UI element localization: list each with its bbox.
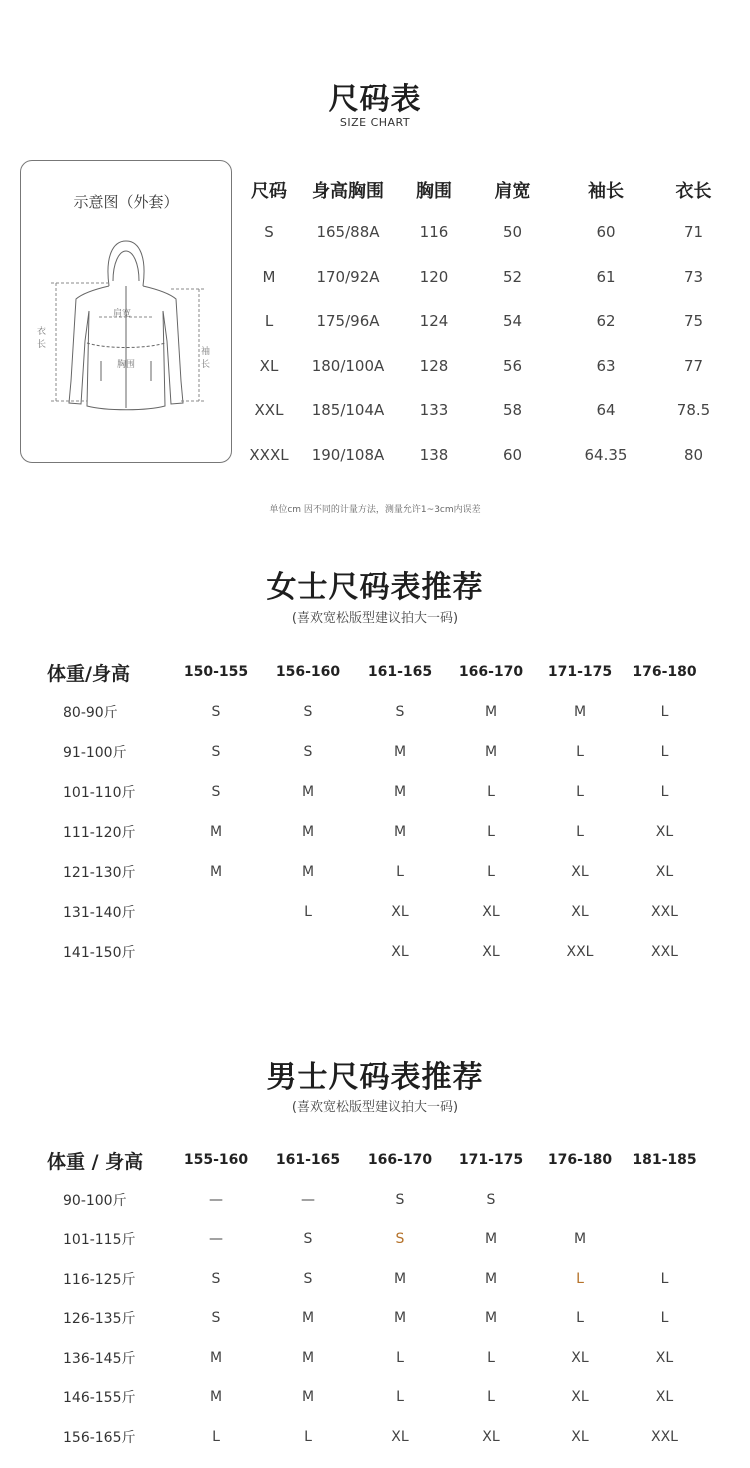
header-cell: 156-160 xyxy=(275,664,341,680)
row-label: 146-155斤 xyxy=(63,1390,136,1407)
table-cell: L xyxy=(660,1270,669,1287)
table-cell: M xyxy=(301,824,315,840)
table-cell: M xyxy=(393,784,407,800)
table-cell: L xyxy=(576,784,584,800)
table-cell xyxy=(262,932,354,972)
header-cell: 尺码 xyxy=(251,181,287,202)
table-cell: M xyxy=(209,824,223,840)
header-cell: 体重 / 身高 xyxy=(47,1150,144,1173)
women-table-header xyxy=(45,652,705,692)
men-table-header xyxy=(45,1140,705,1180)
table-cell: 50 xyxy=(502,223,523,242)
table-cell: M xyxy=(209,1389,223,1406)
men-table xyxy=(45,1140,705,1457)
table-cell: L xyxy=(576,744,584,760)
table-cell: S xyxy=(395,704,405,720)
table-cell: M xyxy=(301,864,315,880)
table-cell: L xyxy=(487,864,495,880)
table-cell xyxy=(170,892,262,932)
table-row xyxy=(45,852,705,892)
row-label: S xyxy=(264,223,274,242)
table-cell: L xyxy=(660,1310,669,1327)
table-cell: XL xyxy=(571,864,589,880)
row-label: 111-120斤 xyxy=(63,825,136,841)
table-row xyxy=(45,1180,705,1220)
table-cell: M xyxy=(484,1270,498,1287)
table-cell: S xyxy=(486,1191,496,1208)
table-cell: S xyxy=(211,744,221,760)
row-label: 80-90斤 xyxy=(63,705,118,721)
size-chart-title: 尺码表 xyxy=(328,82,422,117)
table-cell: 190/108A xyxy=(311,445,385,464)
length-label: 衣长 xyxy=(37,327,47,350)
men-subtitle: (喜欢宽松版型建议拍大一码) xyxy=(291,1100,459,1115)
table-cell: 180/100A xyxy=(311,356,385,375)
header-cell: 171-175 xyxy=(547,664,613,680)
table-cell: XL xyxy=(571,1428,589,1445)
table-cell: XL xyxy=(391,944,409,960)
table-cell: M xyxy=(301,1349,315,1366)
row-label: XL xyxy=(259,356,279,375)
table-cell: XL xyxy=(655,864,674,880)
table-row xyxy=(245,344,735,389)
header-cell: 袖长 xyxy=(588,181,624,202)
table-row xyxy=(45,692,705,732)
table-cell: 61 xyxy=(596,267,616,286)
table-cell: 185/104A xyxy=(311,401,385,420)
row-label: 101-110斤 xyxy=(63,785,136,801)
table-cell: — xyxy=(209,1191,223,1208)
table-cell: 80 xyxy=(683,445,704,464)
header-cell: 肩宽 xyxy=(494,181,531,202)
table-row xyxy=(45,732,705,772)
table-cell: L xyxy=(212,1428,220,1445)
table-cell: L xyxy=(576,824,584,840)
table-cell: XL xyxy=(482,1428,500,1445)
diagram-title: 示意图（外套） xyxy=(73,193,179,211)
chest-label: 胸围 xyxy=(117,360,136,370)
header-cell: 身高胸围 xyxy=(312,181,384,202)
table-row xyxy=(45,1378,705,1418)
table-cell: S xyxy=(211,1270,221,1287)
table-cell: L xyxy=(660,784,669,800)
row-label: M xyxy=(262,267,276,286)
jacket-illustration xyxy=(21,231,231,431)
table-cell: S xyxy=(303,704,313,720)
table-cell: XL xyxy=(391,1428,409,1445)
row-label: 91-100斤 xyxy=(63,745,127,761)
table-cell: L xyxy=(660,704,669,720)
table-cell: S xyxy=(303,1270,313,1287)
header-cell: 161-165 xyxy=(367,664,433,680)
header-cell: 166-170 xyxy=(458,664,524,680)
table-cell: L xyxy=(576,1270,584,1287)
table-cell: 54 xyxy=(502,312,523,331)
table-cell: M xyxy=(393,1310,407,1327)
header-cell: 176-180 xyxy=(547,1152,613,1168)
table-cell: 175/96A xyxy=(316,312,380,331)
table-row xyxy=(245,210,735,255)
women-table xyxy=(45,652,705,972)
header-cell: 155-160 xyxy=(183,1152,249,1168)
row-label: 136-145斤 xyxy=(63,1350,136,1367)
header-cell: 176-180 xyxy=(632,664,697,680)
table-cell: S xyxy=(303,1231,313,1248)
row-label: 101-115斤 xyxy=(63,1232,136,1249)
table-cell: S xyxy=(211,784,221,800)
size-chart-subtitle: SIZE CHART xyxy=(339,116,411,129)
table-cell: 60 xyxy=(502,445,523,464)
table-cell: 120 xyxy=(419,267,449,286)
row-label: L xyxy=(264,312,274,331)
table-cell: L xyxy=(576,1310,584,1327)
table-cell: 56 xyxy=(502,356,523,375)
table-row xyxy=(45,812,705,852)
table-cell: 71 xyxy=(683,223,704,242)
size-table-header xyxy=(245,170,735,210)
table-cell: M xyxy=(573,704,587,720)
women-subtitle: (喜欢宽松版型建议拍大一码) xyxy=(291,611,459,626)
table-cell: XXL xyxy=(651,904,678,920)
table-cell: XL xyxy=(571,1389,589,1406)
table-cell: L xyxy=(304,1428,312,1445)
sleeve-label: 袖长 xyxy=(201,347,211,370)
table-cell: M xyxy=(393,1270,407,1287)
table-cell: M xyxy=(209,864,223,880)
table-row xyxy=(245,255,735,300)
table-cell: M xyxy=(301,1389,315,1406)
table-cell: L xyxy=(660,744,669,760)
table-cell xyxy=(624,1180,705,1220)
table-cell: — xyxy=(209,1231,223,1248)
header-cell: 胸围 xyxy=(416,181,452,202)
table-cell: L xyxy=(396,1349,404,1366)
table-row xyxy=(45,1417,705,1457)
table-cell: — xyxy=(301,1191,315,1208)
table-row xyxy=(45,1259,705,1299)
table-cell: L xyxy=(487,1349,495,1366)
table-row xyxy=(45,772,705,812)
table-cell: M xyxy=(393,744,407,760)
table-cell: M xyxy=(573,1231,587,1248)
table-cell: S xyxy=(211,1310,221,1327)
table-cell: 64 xyxy=(596,401,616,420)
women-title: 女士尺码表推荐 xyxy=(266,570,484,605)
table-cell: 170/92A xyxy=(316,267,380,286)
table-row xyxy=(245,388,735,433)
table-cell: S xyxy=(395,1231,405,1248)
table-cell: XL xyxy=(655,1349,674,1366)
table-cell: 62 xyxy=(596,312,616,331)
table-cell: XL xyxy=(655,1389,674,1406)
row-label: 141-150斤 xyxy=(63,945,136,961)
table-cell: 77 xyxy=(683,356,704,375)
table-row xyxy=(45,1338,705,1378)
table-row xyxy=(45,1220,705,1260)
men-title: 男士尺码表推荐 xyxy=(266,1060,484,1095)
table-cell: M xyxy=(393,824,407,840)
table-cell: XXL xyxy=(651,944,678,960)
table-cell: XL xyxy=(655,824,674,840)
header-cell: 171-175 xyxy=(458,1152,524,1168)
table-cell xyxy=(170,932,262,972)
table-cell: M xyxy=(209,1349,223,1366)
row-label: 131-140斤 xyxy=(63,905,136,921)
table-cell: L xyxy=(396,1389,404,1406)
table-cell: 116 xyxy=(419,223,449,242)
row-label: 156-165斤 xyxy=(63,1429,136,1446)
table-cell: 165/88A xyxy=(316,223,380,242)
table-cell: S xyxy=(303,744,313,760)
table-cell: XXL xyxy=(566,944,594,960)
table-cell: M xyxy=(301,784,315,800)
shoulder-label: 肩宽 xyxy=(113,309,132,319)
header-cell: 体重/身高 xyxy=(47,662,130,685)
table-cell: XL xyxy=(482,904,500,920)
header-cell: 150-155 xyxy=(183,664,249,680)
row-label: 126-135斤 xyxy=(63,1311,136,1328)
table-cell: L xyxy=(304,904,312,920)
table-cell: 73 xyxy=(683,267,704,286)
header-cell: 181-185 xyxy=(632,1152,697,1168)
table-cell: 75 xyxy=(683,312,704,331)
garment-diagram xyxy=(20,160,232,463)
table-row xyxy=(45,932,705,972)
size-table xyxy=(245,170,735,477)
measurement-note: 单位cm 因不同的计量方法，测量允许1~3cm内误差 xyxy=(269,505,481,515)
header-cell: 161-165 xyxy=(275,1152,341,1168)
table-cell: 52 xyxy=(502,267,523,286)
table-cell: XL xyxy=(571,1349,589,1366)
table-cell: 64.35 xyxy=(584,445,628,464)
table-cell: L xyxy=(487,784,495,800)
table-cell xyxy=(536,1180,624,1220)
table-cell: S xyxy=(395,1191,405,1208)
table-cell: 124 xyxy=(419,312,449,331)
row-label: 121-130斤 xyxy=(63,865,136,881)
table-cell: L xyxy=(487,824,495,840)
table-row xyxy=(45,1299,705,1339)
table-cell: M xyxy=(484,744,498,760)
table-cell: S xyxy=(211,704,221,720)
table-cell: 78.5 xyxy=(676,401,711,420)
table-cell: L xyxy=(396,864,404,880)
table-cell: M xyxy=(301,1310,315,1327)
table-cell: XXL xyxy=(651,1428,678,1445)
table-cell: 60 xyxy=(596,223,616,242)
table-cell: M xyxy=(484,1231,498,1248)
table-row xyxy=(245,299,735,344)
table-cell: 133 xyxy=(419,401,449,420)
table-cell: L xyxy=(487,1389,495,1406)
table-cell: 58 xyxy=(502,401,523,420)
table-row xyxy=(45,892,705,932)
table-cell: 63 xyxy=(596,356,616,375)
header-cell: 衣长 xyxy=(675,181,712,202)
row-label: XXXL xyxy=(249,445,289,464)
table-cell: XL xyxy=(482,944,500,960)
row-label: 116-125斤 xyxy=(63,1271,136,1288)
header-cell: 166-170 xyxy=(367,1152,433,1168)
table-cell: M xyxy=(484,704,498,720)
table-cell: XL xyxy=(391,904,409,920)
table-cell: M xyxy=(484,1310,498,1327)
row-label: XXL xyxy=(254,401,284,420)
table-cell: XL xyxy=(571,904,589,920)
row-label: 90-100斤 xyxy=(63,1192,127,1209)
table-cell: 128 xyxy=(419,356,449,375)
table-cell: 138 xyxy=(419,445,449,464)
table-cell xyxy=(624,1220,705,1260)
table-row xyxy=(245,433,735,478)
